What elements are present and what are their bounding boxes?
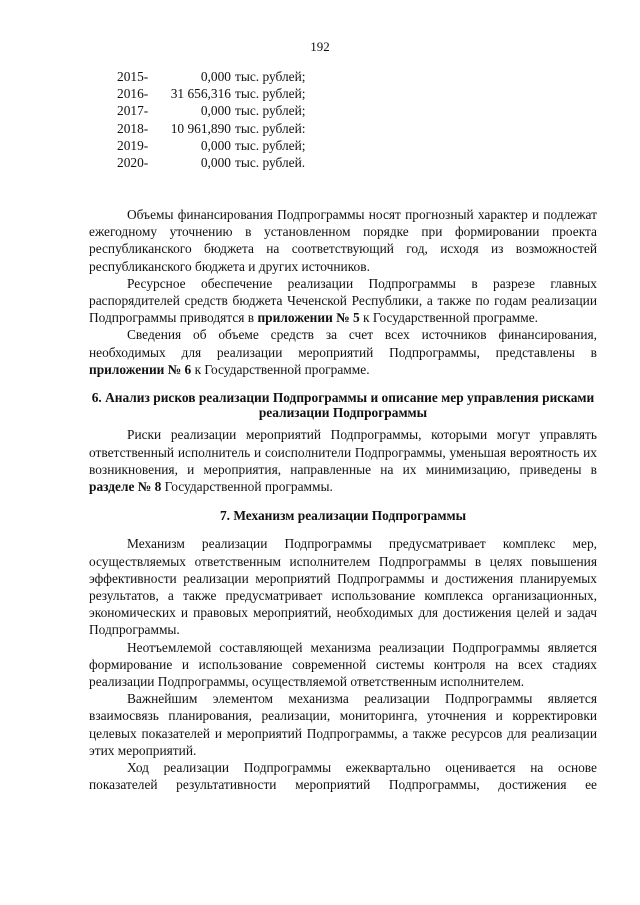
text-run: Государственной программы.: [161, 479, 333, 495]
paragraph-progress: Ход реализации Подпрограммы ежеквартально оценивается на основе показателей результативности мероприятий Подпрограммы, достижения ее: [89, 760, 597, 793]
paragraph-risks: [89, 426, 597, 495]
funding-year: 2018-: [117, 120, 149, 136]
funding-by-year-list: [117, 68, 306, 171]
funding-amount: 10 961,890: [170, 120, 231, 136]
funding-unit: тыс. рублей;: [235, 103, 306, 119]
section-8-reference: разделе № 8: [89, 479, 162, 495]
funding-year: 2016-: [117, 86, 149, 102]
text-run: Сведения об объеме средств за счет всех источников финансирования, необходимых для реализации мероприятий Подпрограммы, представлены в: [89, 327, 597, 360]
funding-amount: 0,000: [200, 103, 231, 119]
funding-amount: 0,000: [200, 154, 231, 170]
funding-unit: тыс. рублей;: [235, 137, 306, 153]
funding-amount: 31 656,316: [170, 86, 231, 102]
funding-amount: 0,000: [200, 137, 231, 153]
paragraph-resource-provision: [89, 275, 597, 327]
body-text: [89, 206, 597, 794]
funding-year: 2020-: [117, 154, 149, 170]
funding-year: 2019-: [117, 137, 149, 153]
funding-unit: тыс. рублей.: [235, 154, 306, 170]
paragraph-mechanism: Механизм реализации Подпрограммы предусматривает комплекс мер, осуществляемых ответственным исполнителем Подпрограммы в целях повышения эффективности реализации мероприятий Подпрограммы и достижения планируемых результатов, а также предусматривает использование комплекса организационных, экономических и правовых мероприятий, необходимых для достижения целей и задач Подпрограммы.: [89, 536, 597, 638]
funding-amount: 0,000: [200, 69, 231, 84]
section-heading-mechanism: 7. Механизм реализации Подпрограммы: [219, 508, 467, 524]
funding-year: 2017-: [117, 103, 149, 119]
paragraph-funding-sources: [89, 326, 597, 378]
funding-year: 2015-: [117, 69, 149, 84]
funding-unit: тыс. рублей;: [235, 86, 306, 102]
appendix-5-reference: приложении № 5: [257, 310, 360, 326]
paragraph-control-system: Неотъемлемой составляющей механизма реализации Подпрограммы является формирование и использование современной системы контроля на всех стадиях реализации Подпрограммы, осуществляемой ответственным исполнителем.: [89, 639, 597, 690]
funding-row: [117, 137, 306, 154]
funding-row: [117, 120, 306, 137]
page-number: 192: [310, 39, 330, 54]
funding-row: [117, 154, 306, 171]
funding-row: [117, 102, 306, 119]
text-run: Ресурсное обеспечение реализации Подпрограммы в разрезе главных распорядителей средств бюджета Чеченской Республики, а также по годам реализации Подпрограммы приводятся в: [89, 275, 597, 326]
text-run: к Государственной программе.: [191, 361, 370, 377]
funding-unit: тыс. рублей:: [235, 120, 306, 136]
funding-unit: тыс. рублей;: [235, 69, 306, 84]
funding-row: [117, 68, 306, 85]
appendix-6-reference: приложении № 6: [89, 361, 192, 377]
text-run: к Государственной программе.: [359, 310, 539, 326]
text-run: Риски реализации мероприятий Подпрограммы, которыми могут управлять ответственный исполнитель и соисполнители Подпрограммы, уменьшая вероятность их возникновения, и мероприятия, направленные на их минимизацию, приведены в: [89, 427, 597, 477]
paragraph-financing-volumes: Объемы финансирования Подпрограммы носят прогнозный характер и подлежат ежегодному уточнению в установленном порядке при формировании проекта республиканского бюджета на соответствующий год, исходя из возможностей республиканского бюджета и других источников.: [89, 207, 597, 274]
section-heading-risks: 6. Анализ рисков реализации Подпрограммы и описание мер управления рисками реализации Подпрограммы: [91, 390, 595, 421]
paragraph-key-element: Важнейшим элементом механизма реализации Подпрограммы является взаимосвязь планирования, реализации, мониторинга, уточнения и корректировки целевых показателей и мероприятий Подпрограммы, а также ресурсов для реализации этих мероприятий.: [89, 691, 597, 758]
funding-row: [117, 85, 306, 102]
